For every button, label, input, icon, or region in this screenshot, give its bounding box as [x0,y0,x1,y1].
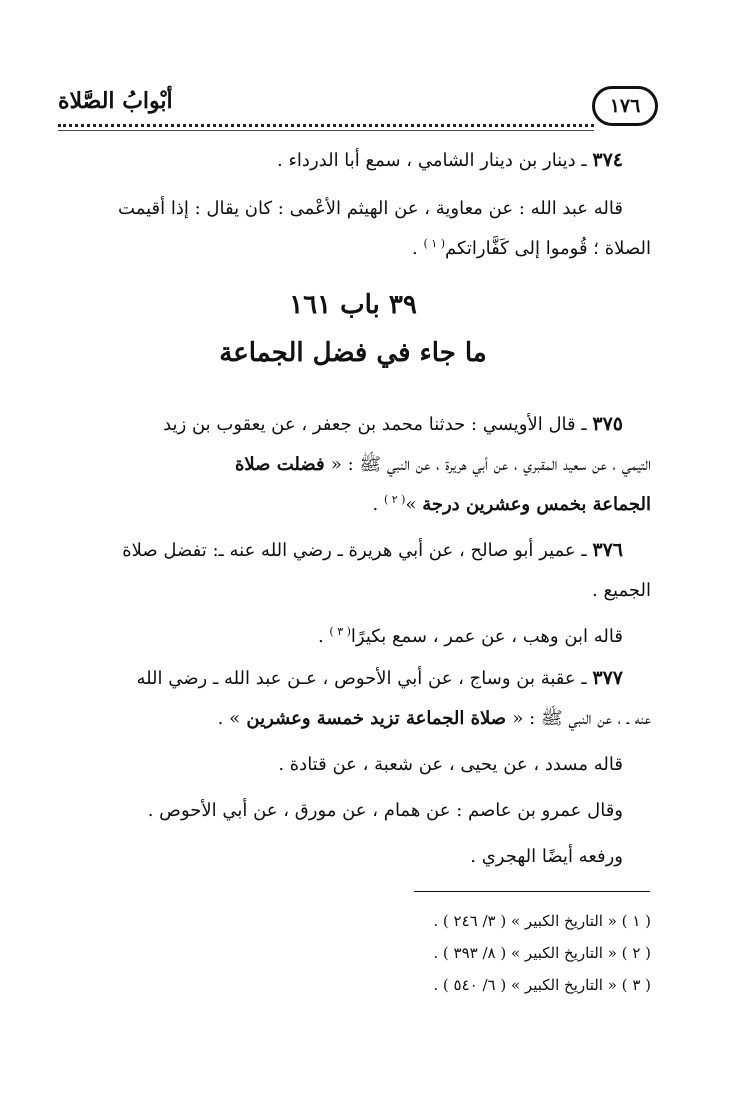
entry-377-line-4 [55,791,651,831]
footnote-3: ( ٣ ) « التاريخ الكبير » ( ٦/ ٥٤٠ ) . [433,976,651,994]
punct: » [405,494,423,515]
footnote-ref[interactable]: ( ٣ ) [329,625,351,638]
footnotes [55,905,651,1001]
entry-376-line-1 [55,530,651,571]
entry-number: ٣٧٥ [592,413,623,435]
quote-line-1 [55,189,651,229]
chapter-title: ما جاء في فضل الجماعة [219,338,487,368]
entry-number: ٣٧٦ [592,539,623,561]
entry-375-line-2 [55,445,651,485]
entry-376 [55,530,651,657]
entry-text: وقال عمرو بن عاصم : عن همام ، عن مورق ، عن أبي الأحوص . [147,800,623,821]
entry-375-line-1 [55,404,651,445]
entry-376-line-3 [55,617,651,657]
entry-377 [55,658,651,877]
entry-374-line [55,140,651,181]
punct: . [372,494,384,515]
entry-377-line-5 [55,837,651,877]
header-divider [58,124,594,127]
entry-377-line-2 [55,699,651,739]
page-number: ١٧٦ [592,86,658,126]
entry-376-line-2 [55,571,651,611]
entry-text: قاله مسدد ، عن يحيى ، عن شعبة ، عن قتادة . [278,754,623,775]
entry-text: قاله ابن وهب ، عن عمر ، سمع بكيرًا [350,626,623,647]
entry-375 [55,404,651,525]
entry-text: عنه ـ ، عن النبي ﷺ : « [512,708,651,729]
hadith-text: الجماعة بخمس وعشرين درجة [422,494,651,515]
footnote-ref[interactable]: ( ٢ ) [383,493,406,506]
entry-text: الجميع . [592,580,651,601]
hadith-text: صلاة الجماعة تزيد خمسة وعشرين [240,708,513,729]
entry-375-line-3 [55,485,651,525]
footnote-1: ( ١ ) « التاريخ الكبير » ( ٣/ ٢٤٦ ) . [433,912,651,930]
punct: . [317,626,330,647]
quote-text: الصلاة ؛ قُوموا إلى كَفَّاراتكم [445,238,651,259]
punct: » . [217,708,241,729]
entry-374 [55,140,651,269]
entry-377-line-3 [55,745,651,785]
entry-number: ٣٧٤ [592,149,623,171]
entry-text: التيمي ، عن سعيد المقبري ، عن أبي هريرة ، عن النبي ﷺ : « [330,454,651,475]
entry-text: ورفعه أيضًا الهجري . [470,846,623,867]
running-title: أبْوابُ الصَّلاة [58,88,173,114]
footnote-2: ( ٢ ) « التاريخ الكبير » ( ٨/ ٣٩٣ ) . [433,944,651,962]
entry-text: ـ عمير أبو صالح ، عن أبي هريرة ـ رضي الله عنه ـ: تفضل صلاة [122,540,587,561]
hadith-text: فضلت صلاة [235,454,331,475]
entry-number: ٣٧٧ [592,667,623,689]
quote-text: قاله عبد الله : عن معاوية ، عن الهيثم الأعْمى : كان يقال : إذا أقيمت [118,198,623,219]
entry-text: ـ دينار بن دينار الشامي ، سمع أبا الدرداء . [277,150,587,171]
chapter-number: ٣٩ باب ١٦١ [289,290,417,320]
header-divider-line [58,130,594,131]
quote-line-2 [55,229,651,269]
footnote-ref[interactable]: ( ١ ) [423,237,445,250]
entry-text: ـ قال الأويسي : حدثنا محمد بن جعفر ، عن يعقوب بن زيد [163,414,587,435]
punct: . [412,238,424,259]
entry-377-line-1 [55,658,651,699]
footnote-divider [414,891,650,892]
entry-text: ـ عقبة بن وساج ، عن أبي الأحوص ، عـن عبد الله ـ رضي الله [136,668,587,689]
